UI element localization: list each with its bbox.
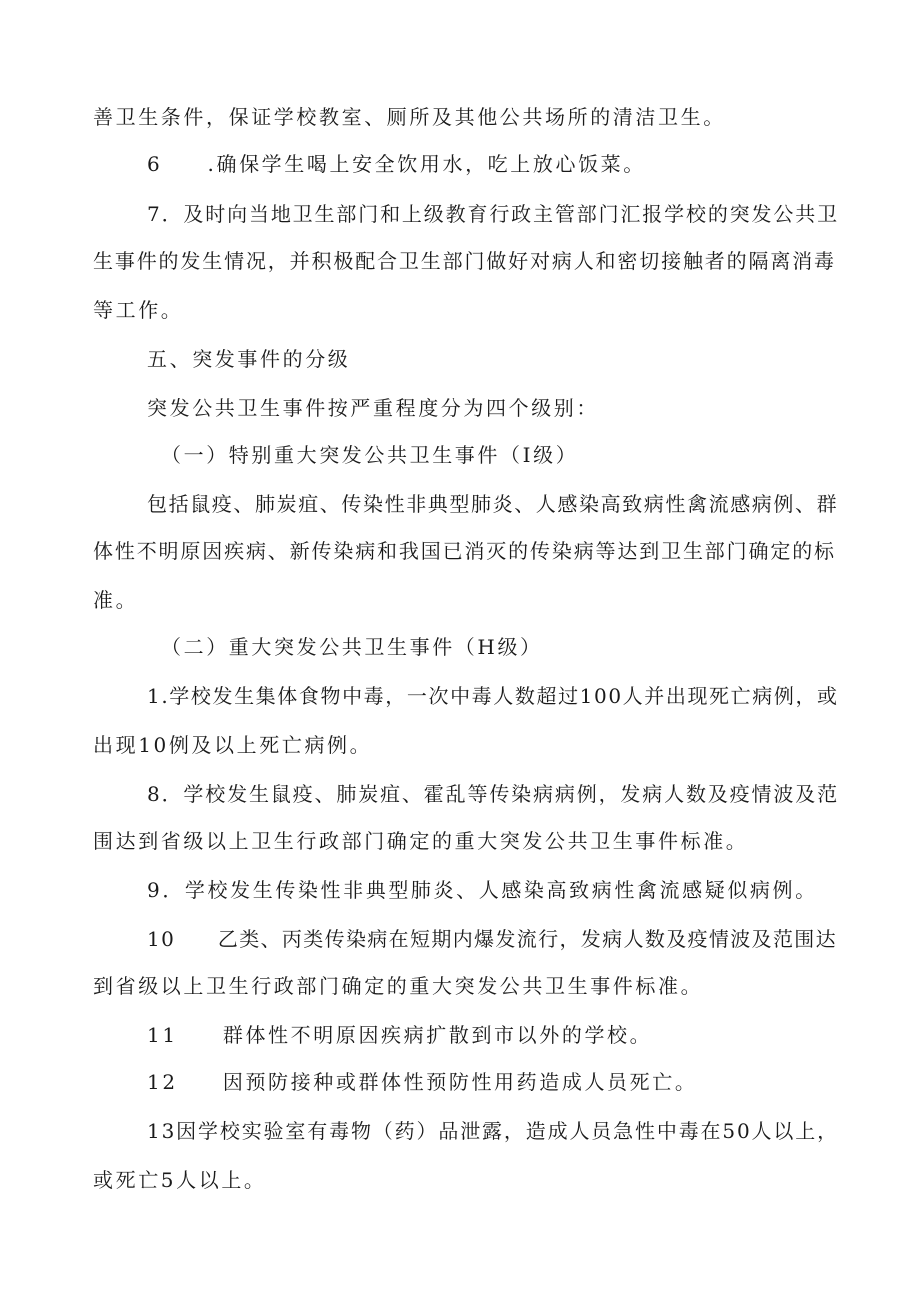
list-item-12: 12 因预防接种或群体性预防性用药造成人员死亡。 xyxy=(147,1070,698,1094)
list-item-13: 13因学校实验室有毒物（药）品泄露，造成人员急性中毒在50人以上， xyxy=(147,1119,839,1143)
list-item-7: 7．及时向当地卫生部门和上级教育行政主管部门汇报学校的突发公共卫 xyxy=(147,202,839,226)
text-line: 体性不明原因疾病、新传染病和我国已消灭的传染病等达到卫生部门确定的标 xyxy=(93,539,836,563)
section-heading: 五、突发事件的分级 xyxy=(147,347,351,371)
list-item-1: 1.学校发生集体食物中毒，一次中毒人数超过100人并出现死亡病例，或 xyxy=(147,684,839,708)
subsection-heading: （二）重大突发公共卫生事件（H级） xyxy=(161,635,543,659)
text-line: 包括鼠疫、肺炭疽、传染性非典型肺炎、人感染高致病性禽流感病例、群 xyxy=(147,492,839,516)
text-line: 准。 xyxy=(93,588,139,612)
text-line: 等工作。 xyxy=(93,298,184,322)
text-line: 善卫生条件，保证学校教室、厕所及其他公共场所的清洁卫生。 xyxy=(93,105,726,129)
text-line: 突发公共卫生事件按严重程度分为四个级别： xyxy=(147,396,599,420)
text-line: 出现10例及以上死亡病例。 xyxy=(93,733,373,757)
text-line: 或死亡5人以上。 xyxy=(93,1168,267,1192)
list-item-11: 11 群体性不明原因疾病扩散到市以外的学校。 xyxy=(147,1023,653,1047)
list-item-10: 10 乙类、丙类传染病在短期内爆发流行，发病人数及疫情波及范围达 xyxy=(147,927,837,951)
text-line: 到省级以上卫生行政部门确定的重大突发公共卫生事件标准。 xyxy=(93,974,704,998)
list-item-9: 9．学校发生传染性非典型肺炎、人感染高致病性禽流感疑似病例。 xyxy=(147,878,818,902)
subsection-heading: （一）特别重大突发公共卫生事件（I级） xyxy=(161,443,579,467)
list-item-6: 6 .确保学生喝上安全饮用水，吃上放心饭菜。 xyxy=(147,152,646,176)
text-line: 围达到省级以上卫生行政部门确定的重大突发公共卫生事件标准。 xyxy=(93,829,749,853)
list-item-8: 8．学校发生鼠疫、肺炭疽、霍乱等传染病病例，发病人数及疫情波及范 xyxy=(147,782,839,806)
text-line: 生事件的发生情况，并积极配合卫生部门做好对病人和密切接触者的隔离消毒 xyxy=(93,249,836,273)
